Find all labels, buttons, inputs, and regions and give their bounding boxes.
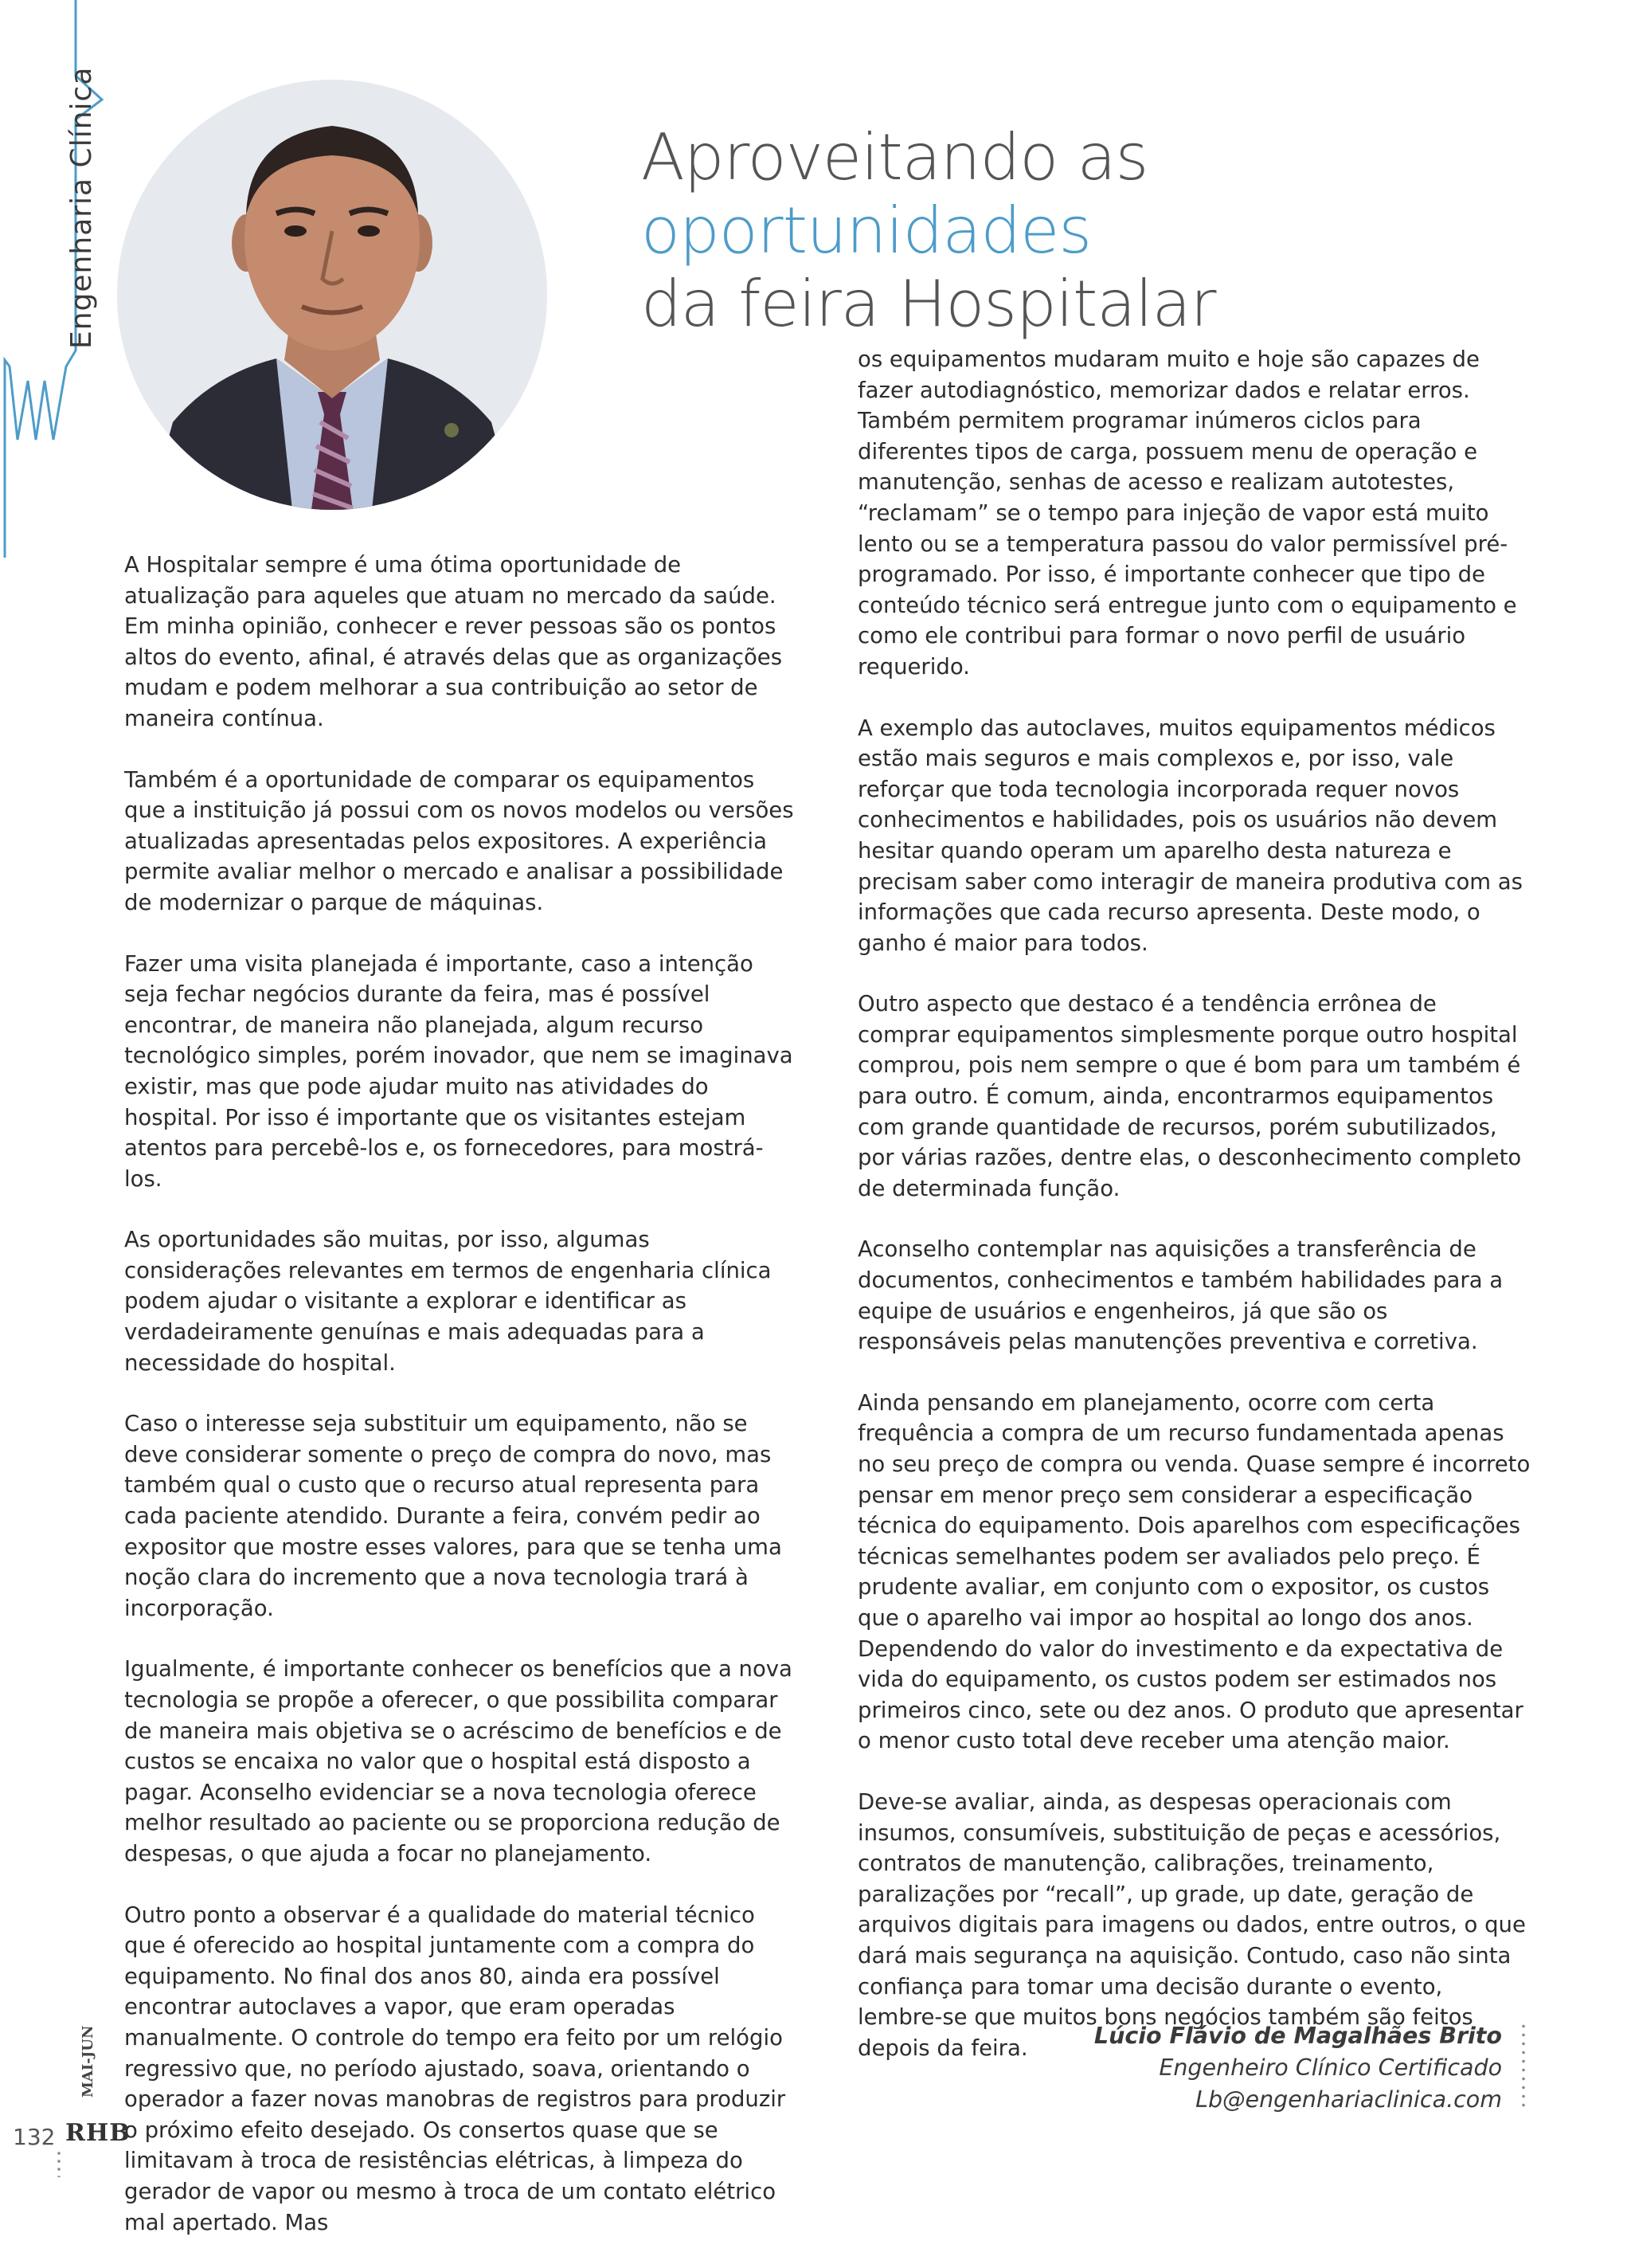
paragraph: A Hospitalar sempre é uma ótima oportunidade de atualização para aqueles que atuam no mercado da saúde. Em minha opinião, conhecer e rever pessoas são os pontos altos do evento, afinal, é através delas que as organizações mudam e podem melhorar a sua contribuição ao setor de maneira contínua. bbox=[124, 552, 783, 731]
paragraph: Outro aspecto que destaco é a tendência errônea de comprar equipamentos simplesmente porque outro hospital comprou, pois nem sempre o que é bom para um também é para outro. É comum, ainda, encontrarmos equipamentos com grande quantidade de recursos, porém subutilizados, por várias razões, dentre elas, o desconhecimento completo de determinada função. bbox=[858, 991, 1522, 1201]
author-name: Lúcio Flávio de Magalhães Brito bbox=[1093, 2023, 1502, 2049]
footer-dotted-divider bbox=[57, 2149, 61, 2177]
title-accent: oportunidades bbox=[641, 194, 1092, 268]
title-part1: Aproveitando as bbox=[641, 120, 1148, 194]
paragraph: Caso o interesse seja substituir um equipamento, não se deve considerar somente o preço de compra do novo, mas também qual o custo que o recurso atual representa para cada paciente atendido. Durante a feira, convém pedir ao expositor que mostre esses valores, para que se tenha uma noção clara do incremento que a nova tecnologia trará à incorporação. bbox=[124, 1411, 782, 1621]
paragraph: Ainda pensando em planejamento, ocorre com certa frequência a compra de um recurso fundamentada apenas no seu preço de compra ou venda. Quase sempre é incorreto pensar em menor preço sem considerar a especificação técnica do equipamento. Dois aparelhos com especificações técnicas semelhantes podem ser avaliados pelo preço. É prudente avaliar, em conjunto com o expositor, os custos que o aparelho vai impor ao hospital ao longo dos anos. Dependendo do valor do investimento e da expectativa de vida do equipamento, os custos podem ser estimados nos primeiros cinco, sete ou dez anos. O produto que apresentar o menor custo total deve receber uma atenção maior. bbox=[858, 1389, 1531, 1754]
paragraph: Fazer uma visita planejada é importante, caso a intenção seja fechar negócios durante da feira, mas é possível encontrar, de maneira não planejada, algum recurso tecnológico simples, porém inovador, que nem se imaginava existir, mas que pode ajudar muito nas atividades do hospital. Por isso é importante que os visitantes estejam atentos para percebê-los e, os fornecedores, para mostrá-los. bbox=[124, 950, 793, 1192]
paragraph: Também é a oportunidade de comparar os equipamentos que a instituição já possui com os novos modelos ou versões atualizadas apresentadas pelos expositores. A experiência permite avaliar melhor o mercado e analisar a possibilidade de modernizar o parque de máquinas. bbox=[124, 766, 794, 915]
paragraph: os equipamentos mudaram muito e hoje são capazes de fazer autodiagnóstico, memorizar dados e relatar erros. Também permitem programar inúmeros ciclos para diferentes tipos de carga, possuem menu de operação e manutenção, senhas de acesso e realizam autotestes, “reclamam” se o tempo para injeção de vapor está muito lento ou se a temperatura passou do valor permissível pré-programado. Por isso, é importante conhecer que tipo de conteúdo técnico será entregue junto com o equipamento e como ele contribui para formar o novo perfil de usuário requerido. bbox=[858, 347, 1517, 680]
article-title bbox=[641, 121, 1549, 341]
portrait-illustration bbox=[117, 80, 547, 510]
paragraph: As oportunidades são muitas, por isso, algumas considerações relevantes em termos de engenharia clínica podem ajudar o visitante a explorar e identificar as verdadeiramente genuínas e mais adequadas para a necessidade do hospital. bbox=[124, 1227, 772, 1376]
title-part2: da feira Hospitalar bbox=[641, 267, 1216, 341]
page-number: 132 bbox=[13, 2124, 56, 2150]
paragraph: Igualmente, é importante conhecer os benefícios que a nova tecnologia se propõe a oferecer, o que possibilita comparar de maneira mais objetiva se o acréscimo de benefícios e de custos se encaixa no valor que o hospital está disposto a pagar. Aconselho evidenciar se a nova tecnologia oferece melhor resultado ao paciente ou se proporciona redução de despesas, o que ajuda a focar no planejamento. bbox=[124, 1656, 792, 1866]
right-column bbox=[858, 344, 1531, 2094]
magazine-issue: MAI-JUN bbox=[80, 2025, 96, 2098]
paragraph: A exemplo das autoclaves, muitos equipamentos médicos estão mais seguros e mais complexos e, por isso, vale reforçar que toda tecnologia incorporada requer novos conhecimentos e habilidades, pois os usuários não devem hesitar quando operam um aparelho desta natureza e precisam saber como interagir de maneira produtiva com as informações que cada recurso apresenta. Deste modo, o ganho é maior para todos. bbox=[858, 715, 1523, 956]
paragraph: Deve-se avaliar, ainda, as despesas operacionais com insumos, consumíveis, substituição de peças e acessórios, contratos de manutenção, calibrações, treinamento, paralizações por “recall”, up grade, up date, geração de arquivos digitais para imagens ou dados, entre outros, o que dará mais segurança na aquisição. Contudo, caso não sinta confiança para tomar uma decisão durante o evento, lembre-se que muitos bons negócios também são feitos depois da feira. bbox=[858, 1788, 1526, 2061]
author-signature bbox=[1094, 2020, 1502, 2116]
left-column bbox=[124, 550, 797, 2268]
magazine-logo: RHB bbox=[65, 2119, 131, 2147]
paragraph: Outro ponto a observar é a qualidade do material técnico que é oferecido ao hospital juntamente com a compra do equipamento. No final dos anos 80, ainda era possível encontrar autoclaves a vapor, que eram operadas manualmente. O controle do tempo era feito por um relógio regressivo que, no período ajustado, soava, orientando o operador a fazer novas manobras de registros para produzir o próximo efeito desejado. Os consertos quase que se limitavam à troca de resistências elétricas, à limpeza do gerador de vapor ou mesmo à troca de um contato elétrico mal apertado. Mas bbox=[124, 1902, 786, 2235]
author-dotted-divider bbox=[1522, 2022, 1525, 2109]
author-email: Lb@engenhariaclinica.com bbox=[1195, 2086, 1502, 2113]
paragraph: Aconselho contemplar nas aquisições a transferência de documentos, conhecimentos e também habilidades para a equipe de usuários e engenheiros, já que são os responsáveis pelas manutenções preventiva e corretiva. bbox=[858, 1236, 1504, 1355]
section-label: Engenharia Clínica bbox=[65, 66, 98, 349]
author-portrait bbox=[117, 80, 547, 510]
author-role: Engenheiro Clínico Certificado bbox=[1159, 2055, 1502, 2081]
